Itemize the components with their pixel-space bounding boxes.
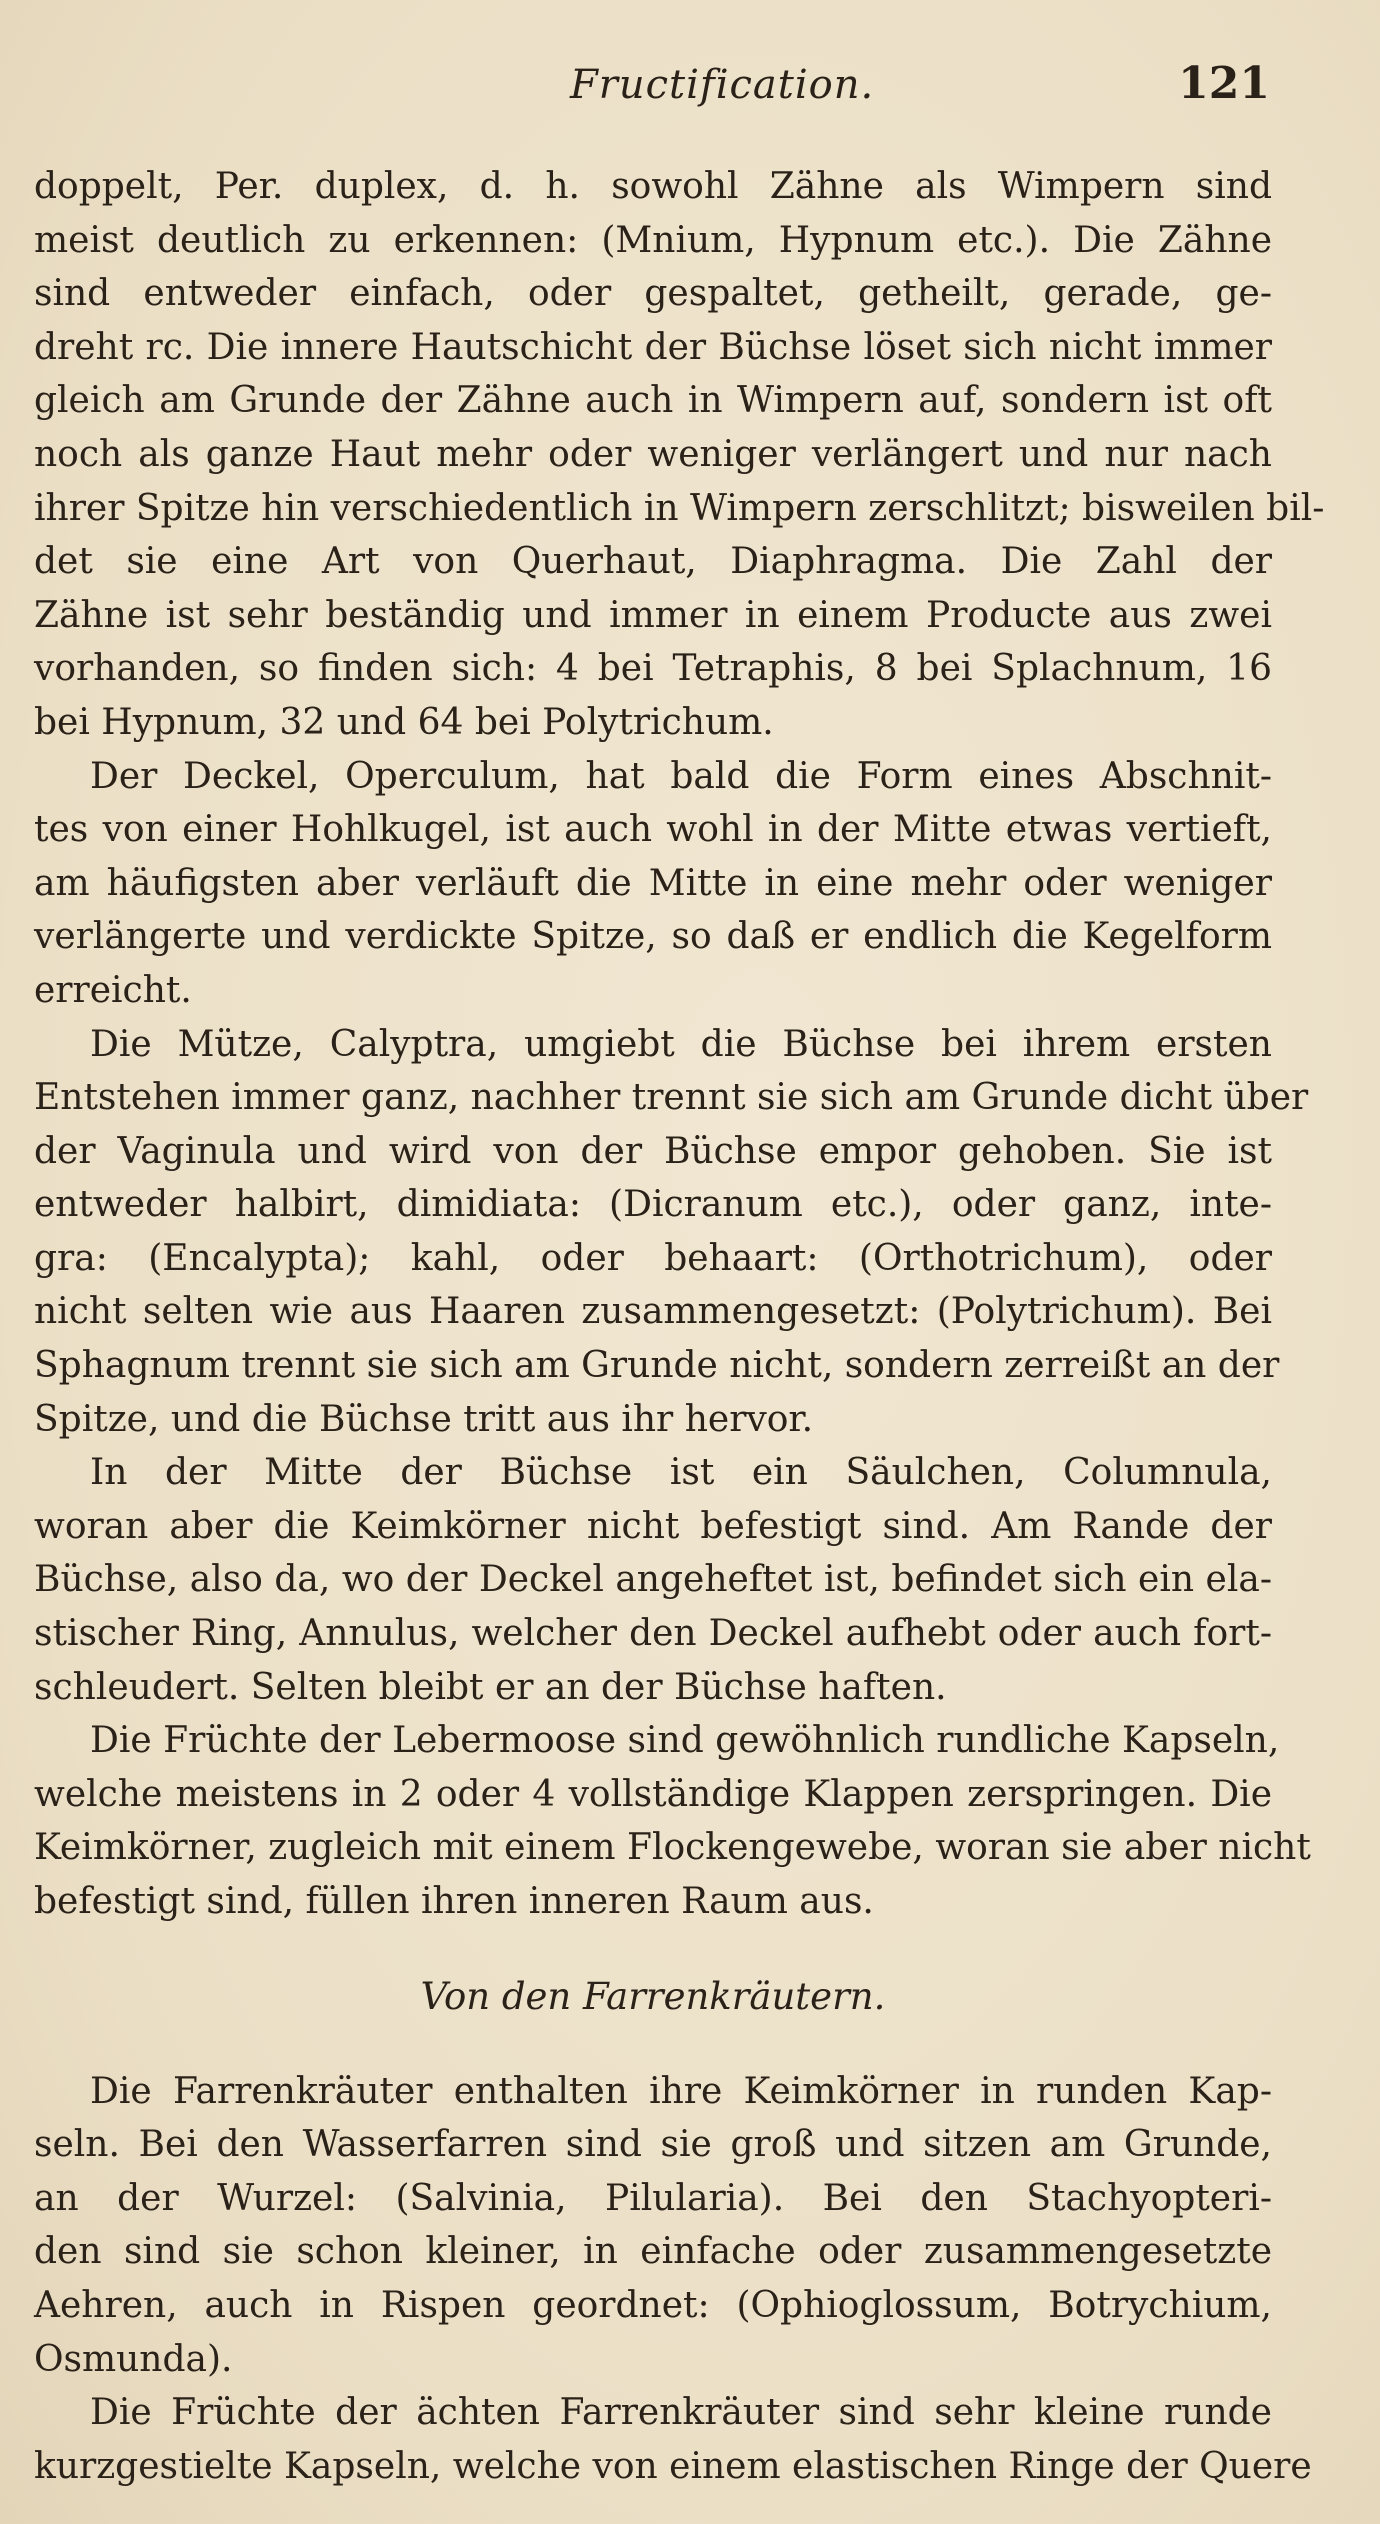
paragraph [34, 160, 1325, 750]
page-header [30, 58, 1270, 122]
running-title: Fructification. [570, 62, 875, 108]
text-line: seln. Bei den Wasserfarren sind sie groß und sitzen am Grunde, [34, 2124, 1272, 2166]
text-line: erreicht. [34, 969, 192, 1011]
text-line: tes von einer Hohlkugel, ist auch wohl in der Mitte etwas vertieft, [34, 809, 1272, 851]
text-line: stischer Ring, Annulus, welcher den Deckel aufhebt oder auch fort- [34, 1613, 1272, 1655]
text-line: meist deutlich zu erkennen: (Mnium, Hypnum etc.). Die Zähne [34, 219, 1272, 261]
text-line: verlängerte und verdickte Spitze, so daß er endlich die Kegelform [34, 916, 1272, 958]
text-line: In der Mitte der Büchse ist ein Säulchen, Columnula, [90, 1452, 1272, 1494]
text-line: schleudert. Selten bleibt er an der Büchse haften. [34, 1666, 947, 1708]
text-line: det sie eine Art von Querhaut, Diaphragma. Die Zahl der [34, 541, 1272, 583]
text-line: an der Wurzel: (Salvinia, Pilularia). Bei den Stachyopteri- [34, 2177, 1272, 2219]
text-line: Zähne ist sehr beständig und immer in einem Producte aus zwei [34, 594, 1272, 636]
text-line: dreht rc. Die innere Hautschicht der Büchse löset sich nicht immer [34, 326, 1272, 368]
paragraph [34, 2386, 1312, 2493]
text-line: Spitze, und die Büchse tritt aus ihr hervor. [34, 1398, 814, 1440]
text-line: Keimkörner, zugleich mit einem Flockengewebe, woran sie aber nicht [34, 1827, 1311, 1869]
text-line: Osmunda). [34, 2338, 233, 2380]
paragraph [34, 1446, 1272, 1714]
text-line: gra: (Encalypta); kahl, oder behaart: (Orthotrichum), oder [34, 1237, 1272, 1279]
text-line: nicht selten wie aus Haaren zusammengesetzt: (Polytrichum). Bei [34, 1291, 1272, 1333]
page-number: 121 [1178, 58, 1270, 109]
text-line: der Vaginula und wird von der Büchse empor gehoben. Sie ist [34, 1130, 1272, 1172]
text-line: Der Deckel, Operculum, hat bald die Form eines Abschnit- [90, 755, 1272, 797]
text-line: Sphagnum trennt sie sich am Grunde nicht, sondern zerreißt an der [34, 1345, 1280, 1387]
text-line: woran aber die Keimkörner nicht befestigt sind. Am Rande der [34, 1505, 1272, 1547]
text-line: Die Farrenkräuter enthalten ihre Keimkörner in runden Kap- [90, 2070, 1272, 2112]
body-text [34, 160, 1325, 2493]
text-line: Entstehen immer ganz, nachher trennt sie sich am Grunde dicht über [34, 1077, 1309, 1119]
text-line: befestigt sind, füllen ihren inneren Raum aus. [34, 1881, 874, 1922]
section-heading: Von den Farrenkräutern. [420, 1974, 886, 2018]
text-line: Aehren, auch in Rispen geordnet: (Ophioglossum, Botrychium, [34, 2284, 1272, 2326]
spacer [34, 1929, 1272, 1969]
text-line: Büchse, also da, wo der Deckel angeheftet ist, befindet sich ein ela- [34, 1559, 1272, 1601]
text-line: entweder halbirt, dimidiata: (Dicranum etc.), oder ganz, inte- [34, 1184, 1272, 1226]
text-line: kurzgestielte Kapseln, welche von einem elastischen Ringe der Quere [34, 2445, 1312, 2487]
paragraph [34, 1714, 1311, 1928]
text-line: vorhanden, so finden sich: 4 bei Tetraphis, 8 bei Splachnum, 16 [34, 648, 1272, 690]
text-line: am häufigsten aber verläuft die Mitte in eine mehr oder weniger [34, 862, 1272, 904]
text-line: sind entweder einfach, oder gespaltet, getheilt, gerade, ge- [34, 273, 1272, 315]
paragraph [34, 750, 1272, 1018]
text-line: doppelt, Per. duplex, d. h. sowohl Zähne als Wimpern sind [34, 166, 1272, 207]
text-line: Die Früchte der ächten Farrenkräuter sind sehr kleine runde [90, 2392, 1272, 2434]
paragraph [34, 2065, 1272, 2387]
paragraph [34, 1018, 1309, 1447]
text-line: Die Mütze, Calyptra, umgiebt die Büchse bei ihrem ersten [90, 1023, 1272, 1065]
spacer [34, 2025, 1272, 2065]
text-line: bei Hypnum, 32 und 64 bei Polytrichum. [34, 701, 774, 743]
text-line: ihrer Spitze hin verschiedentlich in Wimpern zerschlitzt; bisweilen bil- [34, 487, 1325, 529]
text-line: noch als ganze Haut mehr oder weniger verlängert und nur nach [34, 433, 1272, 475]
text-line: den sind sie schon kleiner, in einfache oder zusammengesetzte [34, 2231, 1272, 2273]
text-line: gleich am Grunde der Zähne auch in Wimpern auf, sondern ist oft [34, 380, 1272, 422]
text-line: Die Früchte der Lebermoose sind gewöhnlich rundliche Kapseln, [90, 1720, 1280, 1762]
text-line: welche meistens in 2 oder 4 vollständige Klappen zerspringen. Die [34, 1773, 1272, 1815]
